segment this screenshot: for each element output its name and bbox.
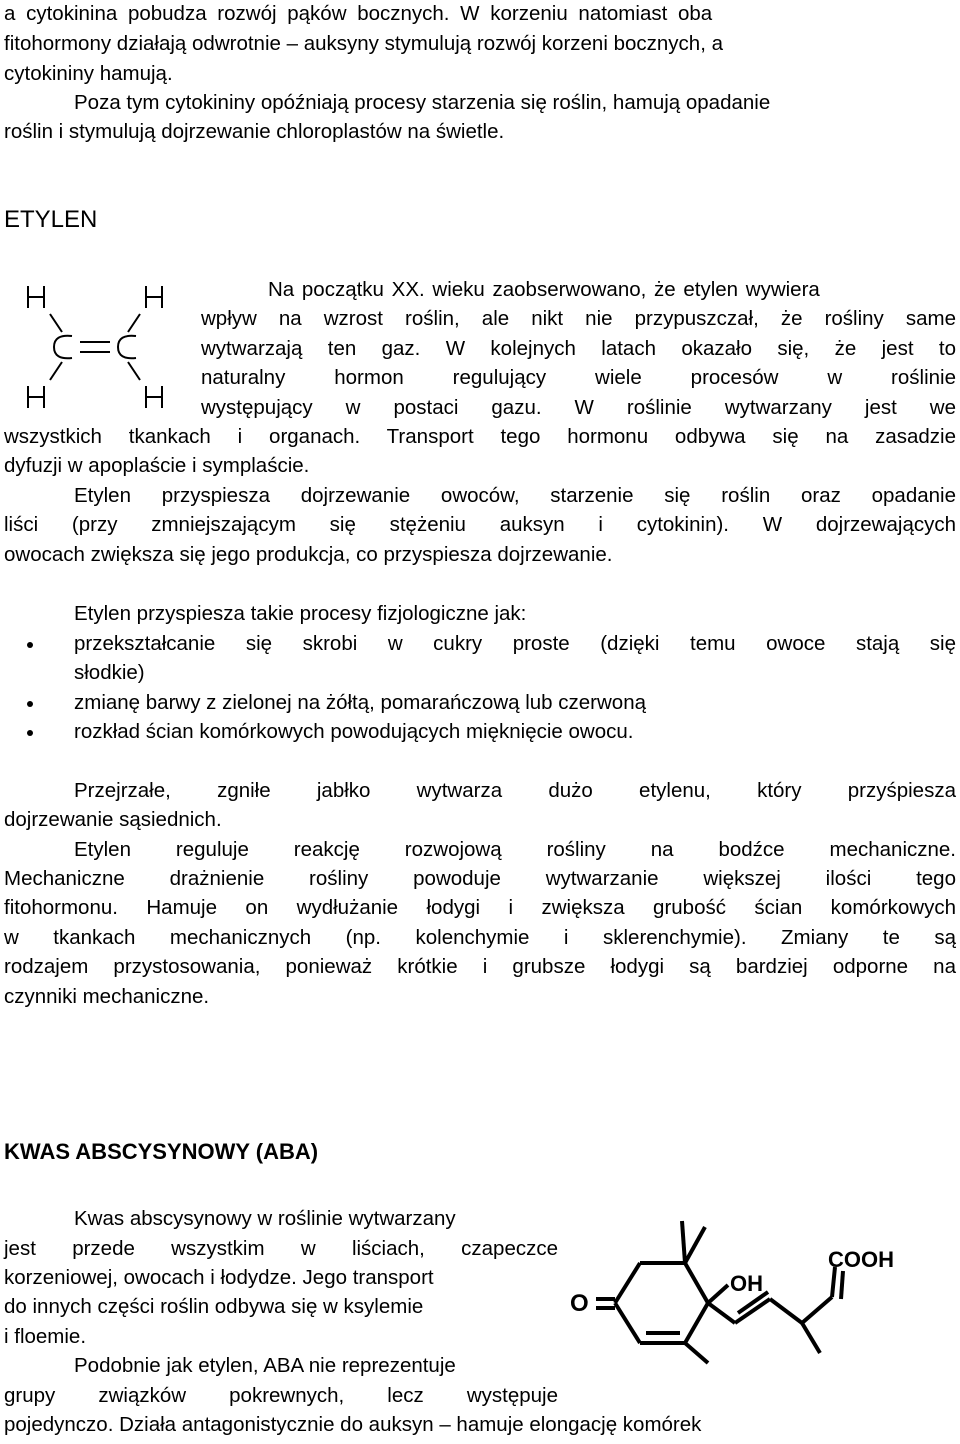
- text-line: Przejrzałe, zgniłe jabłko wytwarza dużo etylenu, który przyśpiesza: [74, 779, 956, 802]
- text-line: a cytokinina pobudza rozwój pąków bocznych. W korzeniu natomiast oba: [4, 2, 713, 25]
- section-heading-aba: KWAS ABSCYSYNOWY (ABA): [4, 1139, 319, 1164]
- abscisic-acid-structure-diagram: [570, 1215, 910, 1365]
- list-item: słodkie): [74, 661, 145, 684]
- text-line: grupy związków pokrewnych, lecz występuje: [4, 1384, 558, 1407]
- list-item: przekształcanie się skrobi w cukry proste (dzięki temu owoce stają się: [74, 632, 956, 655]
- text-line: Na początku XX. wieku zaobserwowano, że etylen wywiera: [268, 278, 820, 301]
- list-item: rozkład ścian komórkowych powodujących mięknięcie owocu.: [74, 720, 634, 743]
- list-item: zmianę barwy z zielonej na żółtą, pomarańczową lub czerwoną: [74, 691, 647, 714]
- text-line: do innych części roślin odbywa się w ksylemie: [4, 1295, 424, 1318]
- text-line: wpływ na wzrost roślin, ale nikt nie przypuszczał, że rośliny same: [201, 307, 956, 330]
- text-line: Etylen reguluje reakcję rozwojową rośliny na bodźce mechaniczne.: [74, 838, 956, 861]
- text-line: wytwarzają ten gaz. W kolejnych latach okazało się, że jest to: [201, 337, 956, 360]
- text-line: w tkankach mechanicznych (np. kolenchymie i sklerenchymie). Zmiany te są: [4, 926, 956, 949]
- text-line: rodzajem przystosowania, ponieważ krótkie i grubsze łodygi są bardziej odporne na: [4, 955, 956, 978]
- text-line: Podobnie jak etylen, ABA nie reprezentuje: [74, 1354, 456, 1377]
- text-line: Mechaniczne drażnienie rośliny powoduje wytwarzanie większej ilości tego: [4, 867, 956, 890]
- bullet-dot: [27, 642, 33, 648]
- oxygen-atom-label: O: [570, 1290, 589, 1317]
- section-heading-etylen: ETYLEN: [4, 206, 98, 233]
- text-line: naturalny hormon regulujący wiele procesów w roślinie: [201, 366, 956, 389]
- text-line: fitohormonu. Hamuje on wydłużanie łodygi i zwiększa grubość ścian komórkowych: [4, 896, 956, 919]
- hydroxyl-group-label: OH: [730, 1271, 763, 1296]
- text-line: dyfuzji w apoplaście i symplaście.: [4, 454, 310, 477]
- bullet-dot: [27, 730, 33, 736]
- text-line: występujący w postaci gazu. W roślinie wytwarzany jest we: [201, 396, 956, 419]
- text-line: roślin i stymulują dojrzewanie chloroplastów na świetle.: [4, 120, 505, 143]
- text-line: Kwas abscysynowy w roślinie wytwarzany: [74, 1207, 456, 1230]
- text-line: owocach zwiększa się jego produkcja, co przyspiesza dojrzewanie.: [4, 543, 613, 566]
- bullet-dot: [27, 701, 33, 707]
- text-line: dojrzewanie sąsiednich.: [4, 808, 222, 831]
- carboxyl-group-label: COOH: [828, 1247, 894, 1272]
- text-line: Poza tym cytokininy opóźniają procesy starzenia się roślin, hamują opadanie: [74, 91, 771, 114]
- text-line: liści (przy zmniejszającym się stężeniu auksyn i cytokinin). W dojrzewających: [4, 513, 956, 536]
- text-line: jest przede wszystkim w liściach, czapeczce: [4, 1237, 558, 1260]
- text-line: i floemie.: [4, 1325, 87, 1348]
- list-intro: Etylen przyspiesza takie procesy fizjologiczne jak:: [74, 602, 527, 625]
- text-line: korzeniowej, owocach i łodydze. Jego transport: [4, 1266, 434, 1289]
- ethylene-structure-diagram: [24, 282, 174, 412]
- text-line: wszystkich tkankach i organach. Transport tego hormonu odbywa się na zasadzie: [4, 425, 956, 448]
- text-line: fitohormony działają odwrotnie – auksyny stymulują rozwój korzeni bocznych, a: [4, 32, 723, 55]
- text-line: cytokininy hamują.: [4, 62, 173, 85]
- text-line: czynniki mechaniczne.: [4, 985, 210, 1008]
- text-line: pojedynczo. Działa antagonistycznie do auksyn – hamuje elongację komórek: [4, 1413, 702, 1436]
- text-line: Etylen przyspiesza dojrzewanie owoców, starzenie się roślin oraz opadanie: [74, 484, 956, 507]
